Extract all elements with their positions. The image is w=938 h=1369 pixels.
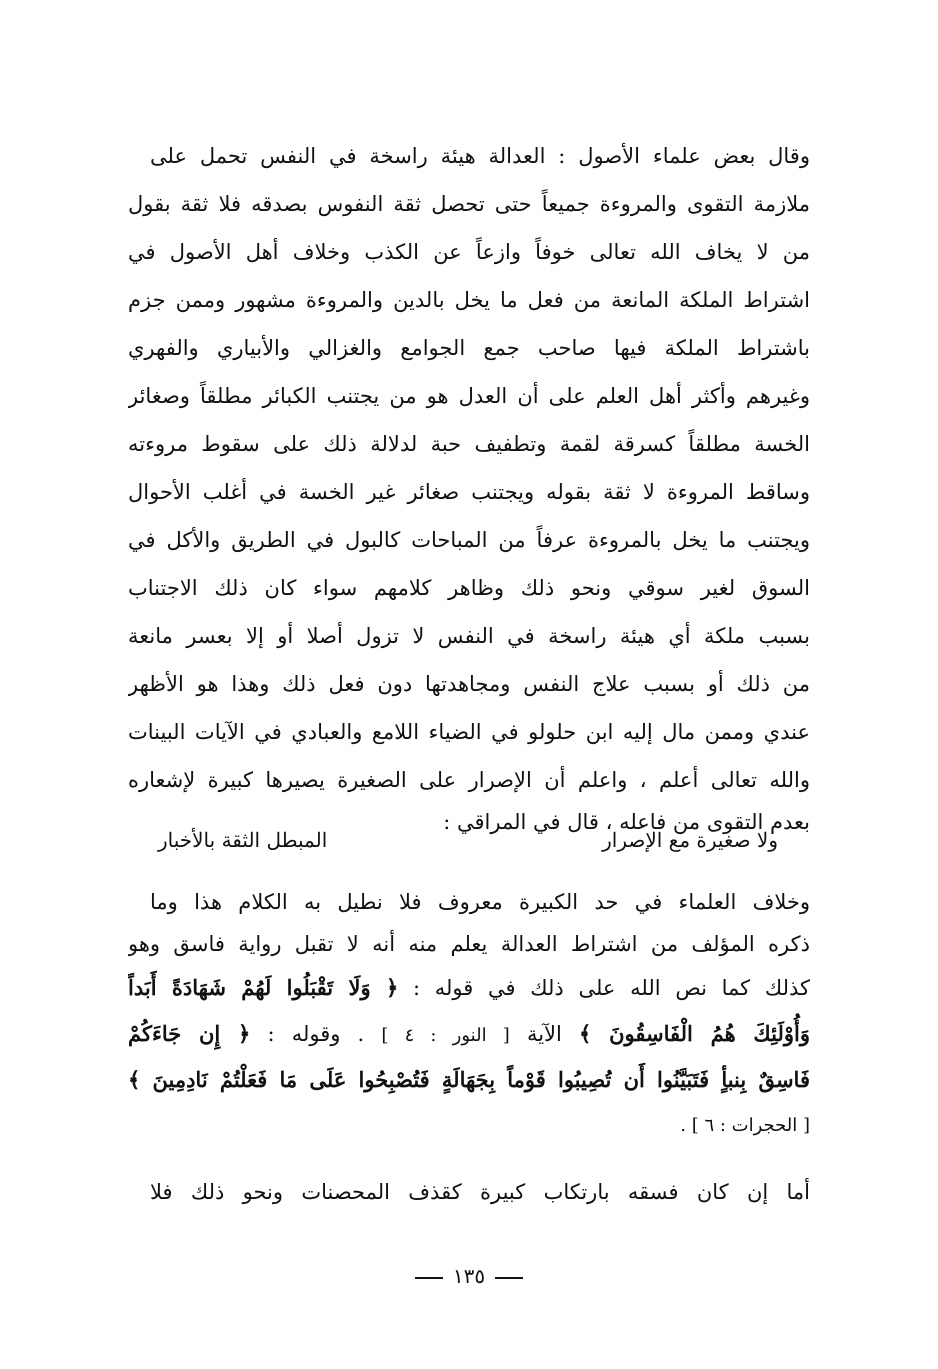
text-line: ملازمة التقوى والمروءة جميعاً حتى تحصل ثقة النفوس بصدقه فلا ثقة بقول (128, 192, 810, 216)
text-segment: الآية (509, 1022, 579, 1046)
quran-quote: وَأُوْلَئِكَ هُمُ الْفَاسِقُونَ ﴾ (579, 1021, 810, 1046)
text-line: باشتراط الملكة فيها صاحب جمع الجوامع والغزالي والأبياري والفهري (128, 336, 810, 360)
text-line: ويجتنب ما يخل بالمروءة عرفاً من المباحات كالبول في الطريق والأكل في (128, 528, 810, 552)
verse-second-hemistich: المبطل الثقة بالأخبار (158, 828, 328, 852)
text-line: أما إن كان فسقه بارتكاب كبيرة كقذف المحصنات ونحو ذلك فلا (150, 1180, 810, 1204)
text-line: الخسة مطلقاً كسرقة لقمة وتطفيف حبة لدلالة ذلك على سقوط مروءته (128, 432, 810, 456)
text-line: اشتراط الملكة المانعة من فعل ما يخل بالدين والمروءة مشهور وممن جزم (128, 288, 810, 312)
quran-quote: فَاسِقٌ بِنبأٍ فَتَبَيَّنُوا أَن تُصِيبُوا قَوْماً بِجَهَالَةٍ فَتُصْبِحُوا عَلَى مَا فَعَلْتُمْ نَادِمِينَ ﴾ (128, 1067, 810, 1092)
quran-reference: [ النور : ٤ ] (381, 1025, 510, 1046)
text-line: وغيرهم وأكثر أهل العلم على أن العدل هو من يجتنب الكبائر مطلقاً وصغائر (128, 384, 810, 408)
page-number: ١٣٥ (452, 1264, 486, 1288)
text-line: بسبب ملكة أي هيئة راسخة في النفس لا تزول أصلا أو إلا بعسر مانعة (128, 624, 810, 648)
page-number-dash-left (415, 1277, 443, 1279)
text-line: وقال بعض علماء الأصول : العدالة هيئة راسخة في النفس تحمل على (150, 144, 810, 168)
text-line: وساقط المروءة لا ثقة بقوله ويجتنب صغائر غير الخسة في أغلب الأحوال (128, 480, 810, 504)
text-line: والله تعالى أعلم ، واعلم أن الإصرار على الصغيرة يصيرها كبيرة لإشعاره (128, 768, 810, 792)
text-line-with-quran (128, 966, 810, 1010)
quran-quote: ﴿ إِن جَاءَكُمْ (128, 1021, 251, 1046)
text-segment: . وقوله : (250, 1022, 382, 1046)
quran-quote: ﴿ وَلَا تَقْبَلُوا لَهُمْ شَهَادَةً أَبَداً (128, 975, 399, 1000)
poetry-verse (158, 818, 778, 862)
text-line: بعدم التقوى من فاعله ، قال في المراقي : (443, 810, 810, 834)
text-line: من ذلك أو بسبب علاج النفس ومجاهدتها دون فعل ذلك وهذا هو الأظهر (128, 672, 810, 696)
text-line: وخلاف العلماء في حد الكبيرة معروف فلا نطيل به الكلام هذا وما (150, 890, 810, 914)
page-number-dash-right (495, 1277, 523, 1279)
text-line: ذكره المؤلف من اشتراط العدالة يعلم منه أنه لا تقبل رواية فاسق وهو (128, 932, 810, 956)
text-line: من لا يخاف الله تعالى خوفاً وازعاً عن الكذب وخلاف أهل الأصول في (128, 240, 810, 264)
text-line: عندي وممن مال إليه ابن حلولو في الضياء اللامع والعبادي في الآيات البينات (128, 720, 810, 744)
page-number-footer (0, 1256, 938, 1296)
text-line-with-quran (128, 1012, 810, 1056)
quran-reference: [ الحجرات : ٦ ] . (680, 1115, 810, 1136)
text-segment: كذلك كما نص الله على ذلك في قوله : (398, 976, 810, 1000)
verse-first-hemistich: ولا صغيرة مع الإصرار (602, 828, 778, 852)
text-line: السوق لغير سوقي ونحو ذلك وظاهر كلامهم سواء كان ذلك الاجتناب (128, 576, 810, 600)
